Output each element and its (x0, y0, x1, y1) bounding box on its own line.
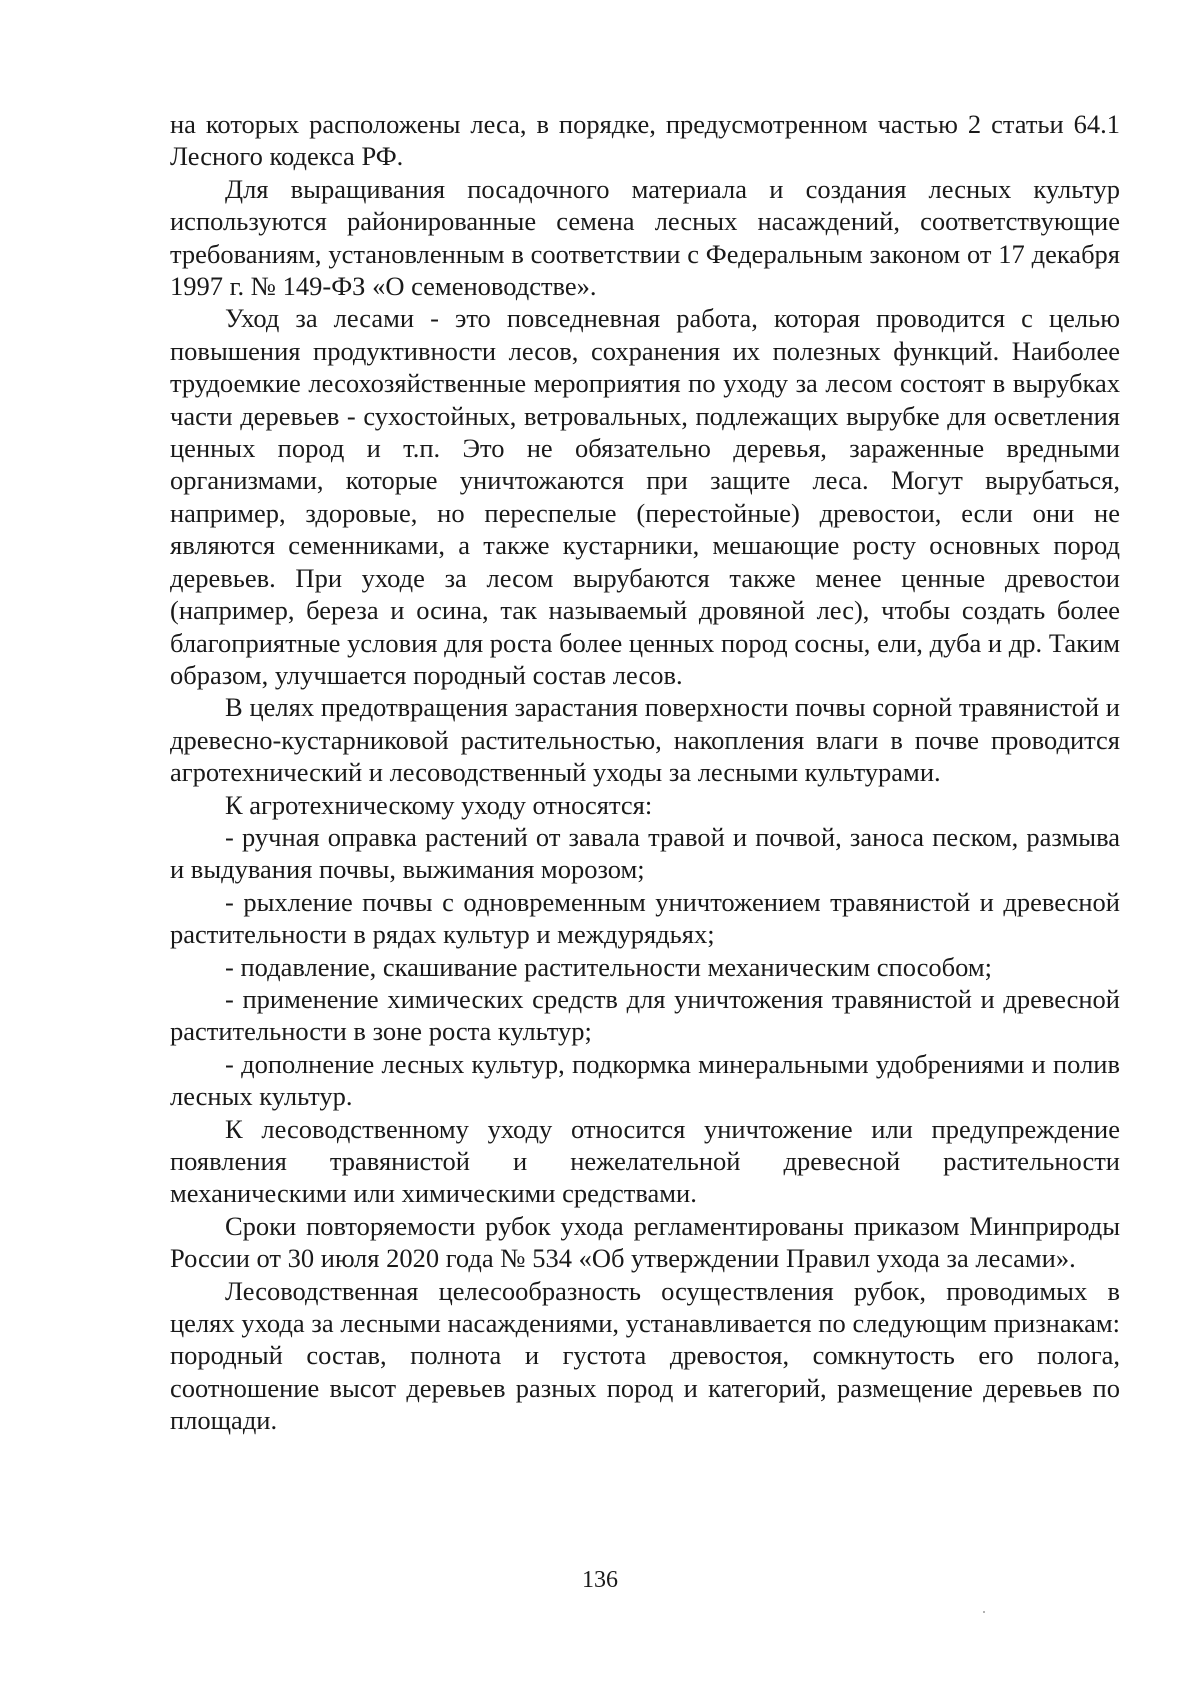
list-item-soil-loosening: - рыхление почвы с одновременным уничтожением травянистой и древесной растительности в рядах культур и междурядьях; (170, 886, 1120, 950)
list-item-manual-correction: - ручная оправка растений от завала травой и почвой, заноса песком, размыва и выдувания почвы, выжимания морозом; (170, 821, 1120, 885)
paragraph-feasibility-criteria: Лесоводственная целесообразность осуществления рубок, проводимых в целях ухода за лесными насаждениями, устанавливается по следующим признакам: породный состав, полнота и густота древостоя, сомкнутость его полога, соотношение высот деревьев разных пород и категорий, размещение деревьев по площади. (170, 1275, 1120, 1436)
list-item-mowing: - подавление, скашивание растительности механическим способом; (225, 951, 992, 982)
paragraph-seed-material: Для выращивания посадочного материала и создания лесных культур используются районированные семена лесных насаждений, соответствующие требованиям, установленным в соответствии с Федеральным законом от 17 декабря 1997 г. № 149-ФЗ «О семеноводстве». (170, 173, 1120, 302)
page-number: 136 (582, 1567, 618, 1593)
document-body (170, 108, 1120, 1437)
paragraph-agrotech-intro: К агротехническому уходу относятся: (225, 789, 653, 820)
scan-speck (983, 1611, 985, 1613)
paragraph-thinning-periods: Сроки повторяемости рубок ухода регламентированы приказом Минприроды России от 30 июля 2020 года № 534 «Об утверждении Правил ухода за лесами». (170, 1210, 1120, 1274)
paragraph-forest-care: Уход за лесами - это повседневная работа, которая проводится с целью повышения продуктивности лесов, сохранения их полезных функций. Наиболее трудоемкие лесохозяйственные мероприятия по уходу за лесом состоят в вырубках части деревьев - сухостойных, ветровальных, подлежащих вырубке для осветления ценных пород и т.п. Это не обязательно деревья, зараженные вредными организмами, которые уничтожаются при защите леса. Могут вырубаться, например, здоровые, но переспелые (перестойные) древостои, если они не являются семенниками, а также кустарники, мешающие росту основных пород деревьев. При уходе за лесом вырубаются также менее ценные древостои (например, береза и осина, так называемый дровяной лес), чтобы создать более благоприятные условия для роста более ценных пород сосны, ели, дуба и др. Таким образом, улучшается породный состав лесов. (170, 303, 1120, 690)
paragraph-overgrowth-prevention: В целях предотвращения зарастания поверхности почвы сорной травянистой и древесно-кустарниковой растительностью, накопления влаги в почве проводится агротехнический и лесоводственный уходы за лесными культурами. (170, 692, 1120, 788)
list-item-chemical-means: - применение химических средств для уничтожения травянистой и древесной растительности в зоне роста культур; (170, 983, 1120, 1047)
paragraph-silvicultural-care: К лесоводственному уходу относится уничтожение или предупреждение появления травянистой и нежелательной древесной растительности механическими или химическими средствами. (170, 1113, 1120, 1209)
paragraph-continuation: на которых расположены леса, в порядке, предусмотренном частью 2 статьи 64.1 Лесного кодекса РФ. (170, 109, 1120, 172)
list-item-supplementing: - дополнение лесных культур, подкормка минеральными удобрениями и полив лесных культур. (170, 1048, 1120, 1112)
